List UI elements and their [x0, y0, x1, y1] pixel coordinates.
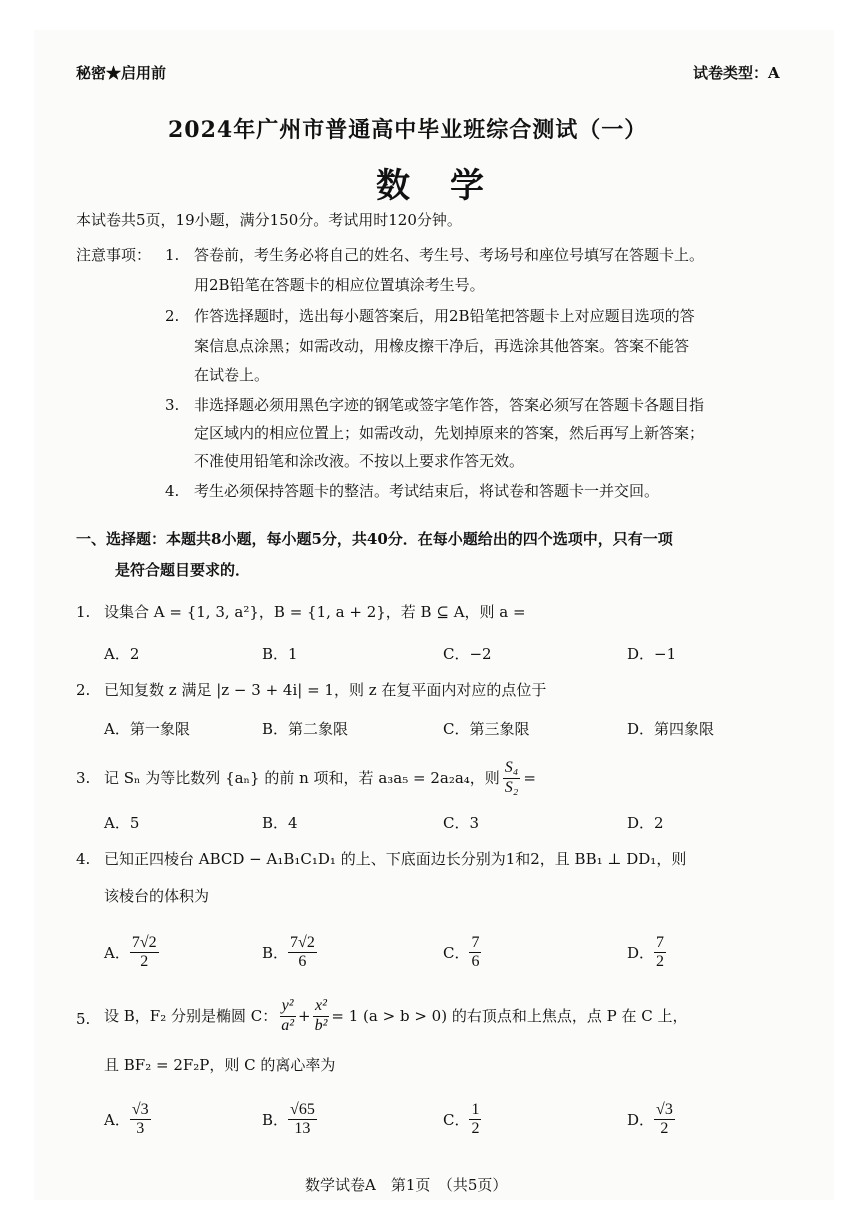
option-a: A．5 — [104, 814, 140, 832]
option-label: D． — [627, 1111, 655, 1130]
note-line: 考生必须保持答题卡的整洁。考试结束后，将试卷和答题卡一并交回。 — [194, 482, 660, 500]
fraction-numerator: 7 — [469, 934, 481, 953]
fraction-denominator: 2 — [471, 1120, 480, 1138]
note-line: 案信息点涂黑；如需改动，用橡皮擦干净后，再选涂其他答案。答案不能答 — [194, 337, 690, 355]
section-heading: 一、选择题：本题共8小题，每小题5分，共40分．在每小题给出的四个选项中，只有一项 — [76, 530, 673, 548]
option-c — [443, 934, 481, 972]
fraction — [654, 934, 666, 972]
secret-label: 秘密★启用前 — [76, 64, 167, 82]
option-label: A． — [104, 944, 130, 963]
note-number: 3. — [165, 396, 180, 414]
fraction-denominator: 3 — [136, 1120, 145, 1138]
fraction-denominator: 2 — [656, 953, 665, 971]
note-line: 在试卷上。 — [194, 366, 270, 384]
fraction — [130, 934, 159, 972]
fraction — [130, 1101, 151, 1139]
note-line: 定区域内的相应位置上；如需改动，先划掉原来的答案，然后再写上新答案； — [194, 424, 705, 442]
stem-text: 记 Sₙ 为等比数列 {aₙ} 的前 n 项和，若 a₃a₅ = 2a₂a₄，则 — [104, 769, 500, 787]
question-stem: 已知正四棱台 ABCD − A₁B₁C₁D₁ 的上、下底面边长分别为1和2，且 BB₁ ⊥ DD₁，则 — [104, 850, 687, 868]
fraction — [288, 934, 317, 972]
paper-type-label: 试卷类型：A — [693, 64, 780, 82]
question-stem: 设集合 A = {1, 3, a²}，B = {1, a + 2}，若 B ⊆ A，则 a = — [104, 603, 526, 621]
notes-label: 注意事项： — [76, 246, 152, 264]
fraction-numerator: 1 — [469, 1101, 481, 1120]
note-line: 不准使用铅笔和涂改液。不按以上要求作答无效。 — [194, 452, 525, 470]
note-line: 非选择题必须用黑色字迹的钢笔或签字笔作答，答案必须写在答题卡各题目指 — [194, 396, 705, 414]
question-stem-cont: 该棱台的体积为 — [104, 887, 210, 905]
fraction-denominator: 2 — [140, 953, 149, 971]
fraction — [503, 759, 521, 797]
option-label: A． — [104, 1111, 130, 1130]
question-number: 1. — [76, 603, 91, 621]
section-heading-cont: 是符合题目要求的． — [115, 561, 251, 579]
fraction-numerator: √65 — [288, 1101, 317, 1120]
option-a: A．第一象限 — [104, 720, 190, 738]
fraction — [313, 997, 330, 1035]
option-label: D． — [627, 944, 655, 963]
option-a — [104, 934, 159, 972]
question-stem-cont: 且 BF₂ = 2F₂P，则 C 的离心率为 — [104, 1056, 336, 1074]
plus-sign: + — [298, 1007, 311, 1025]
question-stem — [104, 753, 536, 803]
option-d — [627, 934, 666, 972]
option-b: B．第二象限 — [262, 720, 349, 738]
fraction-numerator: 7 — [654, 934, 666, 953]
fraction — [469, 1101, 481, 1139]
option-c: C．−2 — [443, 645, 492, 663]
fraction — [654, 1101, 675, 1139]
question-stem — [104, 990, 687, 1042]
option-d: D．−1 — [627, 645, 677, 663]
exam-title: 2024年广州市普通高中毕业班综合测试（一） — [168, 117, 648, 143]
option-label: C． — [443, 944, 470, 963]
fraction-denominator: 6 — [298, 953, 307, 971]
question-number: 4. — [76, 850, 91, 868]
fraction — [279, 997, 296, 1035]
fraction — [288, 1101, 317, 1139]
stem-text: 设 B，F₂ 分别是椭圆 C： — [104, 1007, 278, 1025]
option-c: C．3 — [443, 814, 480, 832]
option-c: C．第三象限 — [443, 720, 530, 738]
fraction-numerator: S₄ — [503, 759, 521, 778]
option-d — [627, 1101, 675, 1139]
fraction-denominator: 6 — [471, 953, 480, 971]
note-number: 2. — [165, 307, 180, 325]
fraction-denominator: a² — [281, 1016, 295, 1034]
subject-title: 数学 — [376, 166, 524, 206]
fraction-denominator: 2 — [660, 1120, 669, 1138]
fraction-denominator: b² — [314, 1016, 328, 1034]
option-c — [443, 1101, 481, 1139]
option-d: D．第四象限 — [627, 720, 715, 738]
fraction-numerator: √3 — [654, 1101, 675, 1120]
fraction-numerator: y² — [280, 997, 296, 1016]
question-number: 2. — [76, 681, 91, 699]
option-b — [262, 1101, 317, 1139]
note-line: 作答选择题时，选出每小题答案后，用2B铅笔把答题卡上对应题目选项的答 — [194, 307, 695, 325]
fraction-denominator: S₂ — [504, 778, 519, 796]
fraction-numerator: 7√2 — [288, 934, 317, 953]
fraction-numerator: 7√2 — [130, 934, 159, 953]
stem-text: = 1 (a > b > 0) 的右顶点和上焦点，点 P 在 C 上， — [331, 1007, 688, 1025]
fraction-denominator: 13 — [294, 1120, 311, 1138]
fraction — [469, 934, 481, 972]
option-a: A．2 — [104, 645, 140, 663]
option-b: B．1 — [262, 645, 298, 663]
note-number: 4. — [165, 482, 180, 500]
note-line: 答卷前，考生务必将自己的姓名、考生号、考场号和座位号填写在答题卡上。 — [194, 246, 705, 264]
page-footer: 数学试卷A 第1页 （共5页） — [305, 1176, 508, 1194]
note-line: 用2B铅笔在答题卡的相应位置填涂考生号。 — [194, 276, 485, 294]
option-label: B． — [262, 944, 289, 963]
intro-text: 本试卷共5页，19小题，满分150分。考试用时120分钟。 — [76, 211, 462, 229]
question-stem: 已知复数 z 满足 |z − 3 + 4i| = 1，则 z 在复平面内对应的点位于 — [104, 681, 547, 699]
option-d: D．2 — [627, 814, 664, 832]
option-b — [262, 934, 317, 972]
question-number: 5. — [76, 1010, 91, 1028]
fraction-numerator: √3 — [130, 1101, 151, 1120]
option-b: B．4 — [262, 814, 298, 832]
question-number: 3. — [76, 769, 91, 787]
option-label: C． — [443, 1111, 470, 1130]
fraction-numerator: x² — [313, 997, 329, 1016]
note-number: 1. — [165, 246, 180, 264]
option-a — [104, 1101, 151, 1139]
stem-text: = — [523, 769, 536, 787]
option-label: B． — [262, 1111, 289, 1130]
